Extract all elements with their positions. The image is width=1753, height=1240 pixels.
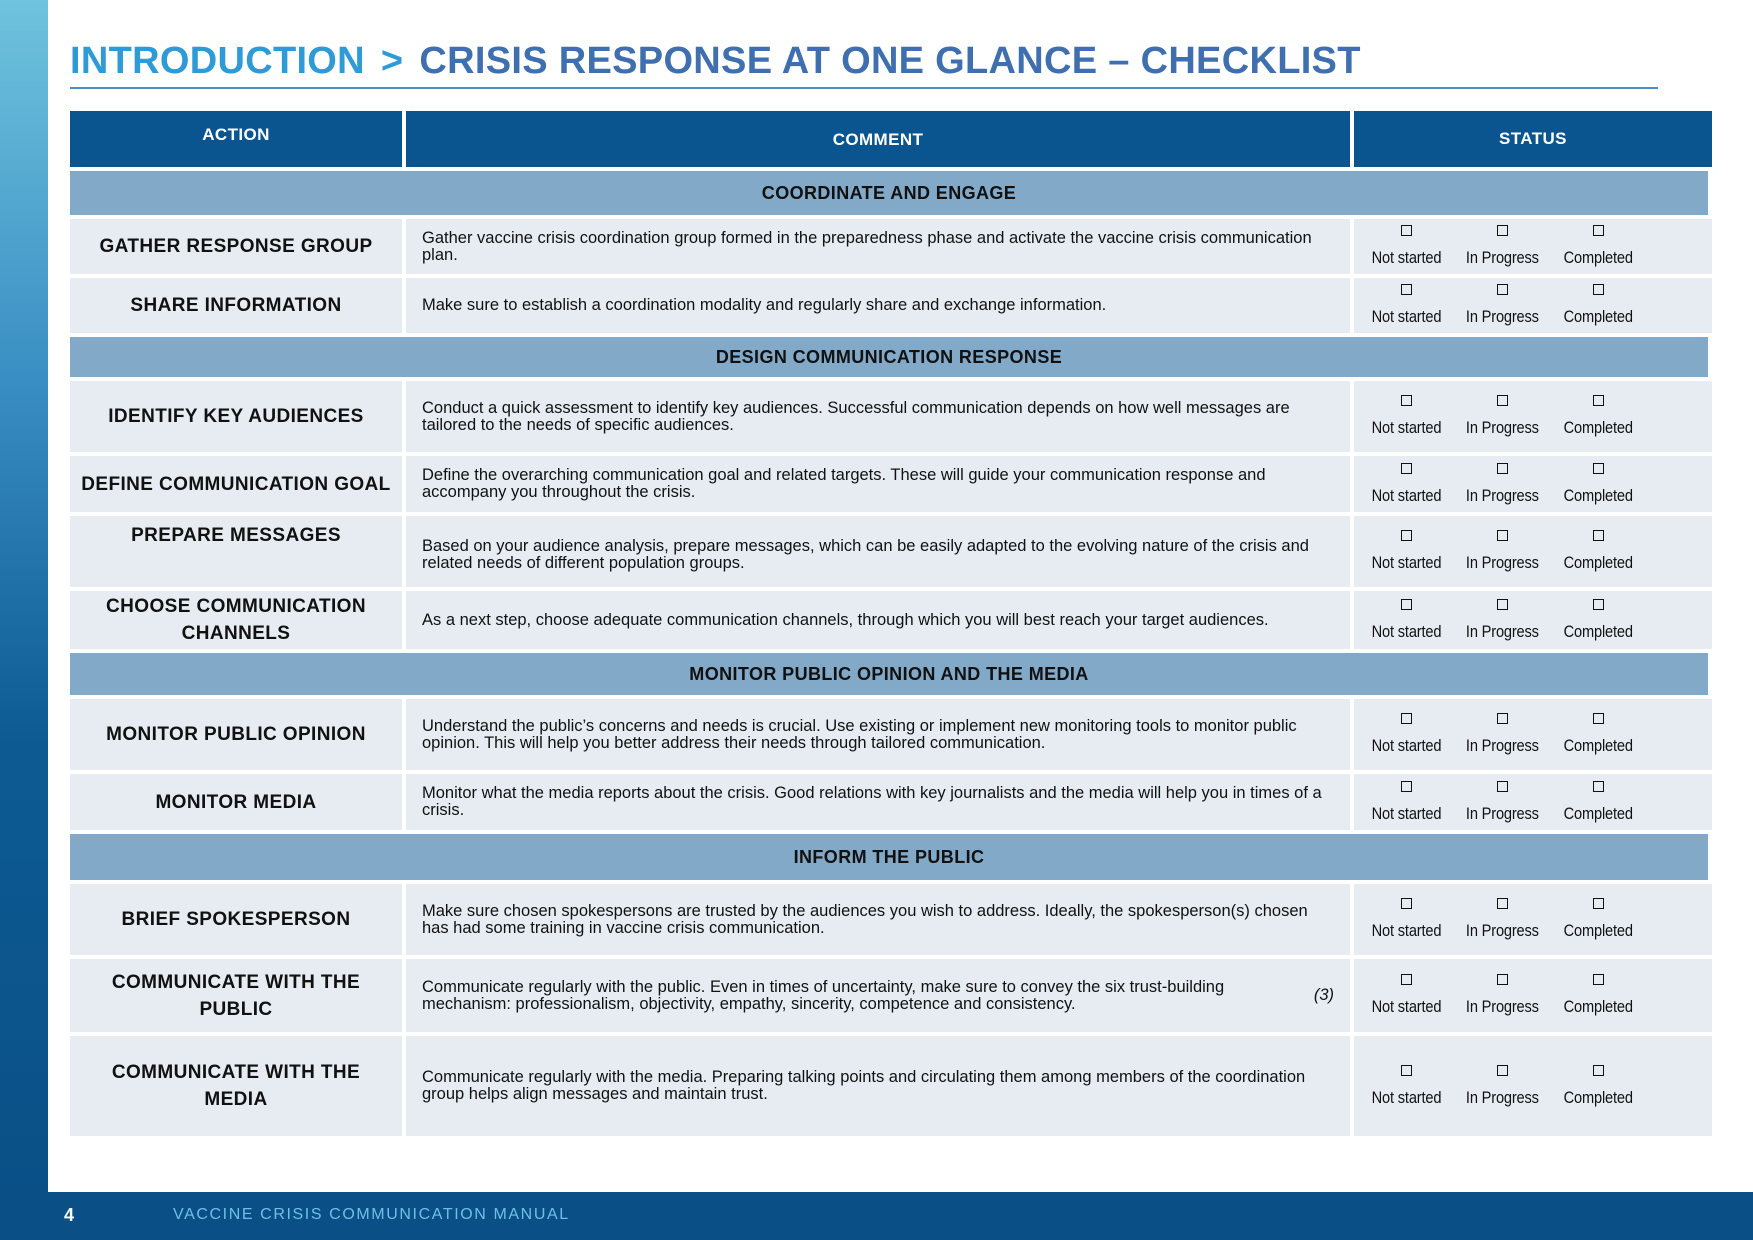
status-cell xyxy=(1354,278,1712,333)
status-option-label: Completed xyxy=(1563,1087,1633,1107)
action-cell: PREPARE MESSAGES xyxy=(70,516,402,587)
checkbox[interactable] xyxy=(1401,225,1412,236)
status-option[interactable] xyxy=(1552,599,1644,642)
checkbox[interactable] xyxy=(1497,225,1508,236)
status-option[interactable] xyxy=(1452,463,1552,506)
status-option-label: In Progress xyxy=(1465,307,1539,326)
status-cell xyxy=(1354,591,1712,649)
column-header-action: ACTION xyxy=(70,111,402,167)
status-option-label: Completed xyxy=(1563,553,1633,572)
section-header: COORDINATE AND ENGAGE xyxy=(70,171,1708,215)
status-option[interactable] xyxy=(1552,713,1644,756)
checkbox[interactable] xyxy=(1401,395,1412,406)
status-option-label: Not started xyxy=(1371,248,1441,267)
table-row xyxy=(70,884,1712,955)
checkbox[interactable] xyxy=(1401,599,1412,610)
status-option-label: In Progress xyxy=(1465,921,1539,940)
status-option[interactable] xyxy=(1360,530,1452,573)
status-option-label: In Progress xyxy=(1465,803,1539,823)
comment-cell xyxy=(406,884,1350,955)
table-row xyxy=(70,774,1712,830)
page-title xyxy=(70,40,1361,83)
checkbox[interactable] xyxy=(1593,898,1604,909)
status-option[interactable] xyxy=(1452,898,1552,941)
action-cell: IDENTIFY KEY AUDIENCES xyxy=(70,381,402,452)
comment-text: Gather vaccine crisis coordination group formed in the preparedness phase and activate the vaccine crisis communication plan. xyxy=(422,228,1312,264)
footer-manual-title: VACCINE CRISIS COMMUNICATION MANUAL xyxy=(173,1206,570,1223)
checkbox[interactable] xyxy=(1593,530,1604,541)
action-cell: BRIEF SPOKESPERSON xyxy=(70,884,402,955)
status-option[interactable] xyxy=(1552,395,1644,438)
footer-bar xyxy=(0,1192,1753,1240)
checkbox[interactable] xyxy=(1593,599,1604,610)
column-header-comment: COMMENT xyxy=(406,111,1350,167)
checkbox[interactable] xyxy=(1593,463,1604,474)
status-option-label: Completed xyxy=(1563,997,1633,1016)
comment-cell xyxy=(406,699,1350,770)
comment-cell xyxy=(406,456,1350,512)
status-option-label: Not started xyxy=(1371,307,1441,326)
status-cell xyxy=(1354,884,1712,955)
checkbox[interactable] xyxy=(1497,463,1508,474)
status-option-label: Completed xyxy=(1563,248,1633,267)
status-option[interactable] xyxy=(1452,395,1552,438)
checkbox[interactable] xyxy=(1593,284,1604,295)
action-cell: COMMUNICATE WITH THE MEDIA xyxy=(70,1036,402,1136)
status-option[interactable] xyxy=(1552,1065,1644,1108)
status-option[interactable] xyxy=(1360,225,1452,268)
action-cell: GATHER RESPONSE GROUP xyxy=(70,219,402,274)
checkbox[interactable] xyxy=(1593,713,1604,724)
status-option[interactable] xyxy=(1452,225,1552,268)
checkbox[interactable] xyxy=(1593,974,1604,985)
status-option[interactable] xyxy=(1360,463,1452,506)
table-row xyxy=(70,699,1712,770)
checkbox[interactable] xyxy=(1593,1065,1604,1076)
status-option-label: Completed xyxy=(1563,803,1633,823)
comment-cell xyxy=(406,381,1350,452)
status-option-label: In Progress xyxy=(1465,997,1539,1016)
table-row xyxy=(70,1036,1712,1136)
status-option-label: In Progress xyxy=(1465,553,1539,572)
page-number: 4 xyxy=(64,1205,75,1225)
checkbox[interactable] xyxy=(1497,530,1508,541)
status-option[interactable] xyxy=(1452,974,1552,1017)
checkbox[interactable] xyxy=(1497,974,1508,985)
status-option[interactable] xyxy=(1452,599,1552,642)
status-option-label: Not started xyxy=(1371,1087,1441,1107)
checkbox[interactable] xyxy=(1497,781,1508,792)
comment-text: Make sure chosen spokespersons are trusted by the audiences you wish to address. Ideally, the spokesperson(s) chosen has had some training in vaccine crisis communication. xyxy=(422,901,1308,937)
checkbox[interactable] xyxy=(1401,284,1412,295)
table-header-row xyxy=(70,111,1712,167)
status-cell xyxy=(1354,699,1712,770)
checkbox[interactable] xyxy=(1497,1065,1508,1076)
status-option-label: Completed xyxy=(1563,621,1633,641)
comment-cell xyxy=(406,516,1350,587)
status-option-label: In Progress xyxy=(1465,418,1539,437)
status-option-label: Not started xyxy=(1371,418,1441,437)
table-row xyxy=(70,516,1712,587)
action-cell: COMMUNICATE WITH THE PUBLIC xyxy=(70,959,402,1032)
table-body xyxy=(70,171,1712,1136)
status-option-label: In Progress xyxy=(1465,736,1539,755)
status-cell xyxy=(1354,1036,1712,1136)
page-title-text: CRISIS RESPONSE AT ONE GLANCE – CHECKLIST xyxy=(419,40,1361,82)
status-cell xyxy=(1354,219,1712,274)
comment-cell xyxy=(406,1036,1350,1136)
table-row xyxy=(70,591,1712,649)
column-header-status: STATUS xyxy=(1354,111,1712,167)
comment-cell xyxy=(406,591,1350,649)
comment-cell xyxy=(406,774,1350,830)
status-option-label: In Progress xyxy=(1465,248,1539,267)
status-option-label: Not started xyxy=(1371,736,1441,755)
status-option[interactable] xyxy=(1360,599,1452,642)
checkbox[interactable] xyxy=(1401,1065,1412,1076)
status-cell xyxy=(1354,381,1712,452)
breadcrumb-introduction[interactable]: INTRODUCTION xyxy=(70,40,365,82)
status-option[interactable] xyxy=(1552,530,1644,573)
status-option-label: Not started xyxy=(1371,553,1441,572)
status-option[interactable] xyxy=(1552,284,1644,327)
status-option[interactable] xyxy=(1360,898,1452,941)
status-option-label: Not started xyxy=(1371,921,1441,940)
checkbox[interactable] xyxy=(1401,530,1412,541)
checkbox[interactable] xyxy=(1497,395,1508,406)
checkbox[interactable] xyxy=(1593,395,1604,406)
status-option-label: Completed xyxy=(1563,307,1633,326)
breadcrumb-separator: > xyxy=(380,40,404,82)
comment-text: Monitor what the media reports about the crisis. Good relations with key journalists and the media will help you in times of a crisis. xyxy=(422,784,1322,819)
checkbox[interactable] xyxy=(1593,225,1604,236)
status-option-label: In Progress xyxy=(1465,621,1539,641)
section-header: DESIGN COMMUNICATION RESPONSE xyxy=(70,337,1708,377)
status-option-label: Not started xyxy=(1371,485,1441,505)
checklist-table xyxy=(70,111,1712,1140)
status-option[interactable] xyxy=(1360,1065,1452,1108)
status-option-label: Not started xyxy=(1371,803,1441,823)
status-option[interactable] xyxy=(1552,781,1644,824)
status-option[interactable] xyxy=(1552,225,1644,268)
status-cell xyxy=(1354,456,1712,512)
comment-text: Make sure to establish a coordination modality and regularly share and exchange information. xyxy=(422,296,1107,314)
status-option-label: Completed xyxy=(1563,736,1633,755)
status-option[interactable] xyxy=(1452,713,1552,756)
status-option-label: Completed xyxy=(1563,485,1633,505)
comment-text: Define the overarching communication goal and related targets. These will guide your communication response and accompany you throughout the crisis. xyxy=(422,466,1266,501)
checkbox[interactable] xyxy=(1593,781,1604,792)
status-cell xyxy=(1354,516,1712,587)
status-option[interactable] xyxy=(1452,781,1552,824)
status-option[interactable] xyxy=(1360,395,1452,438)
comment-text: Communicate regularly with the public. Even in times of uncertainty, make sure to convey the six trust-building mechanism: professionalism, objectivity, empathy, sincerity, competence and consistency. xyxy=(422,977,1225,1013)
status-option-label: In Progress xyxy=(1465,1087,1539,1107)
checkbox[interactable] xyxy=(1401,898,1412,909)
checkbox[interactable] xyxy=(1401,781,1412,792)
status-option-label: Not started xyxy=(1371,997,1441,1016)
title-underline xyxy=(70,87,1658,89)
comment-text: As a next step, choose adequate communication channels, through which you will best reach your target audiences. xyxy=(422,610,1269,629)
checkbox[interactable] xyxy=(1497,713,1508,724)
table-row xyxy=(70,381,1712,452)
comment-text: Understand the public’s concerns and needs is crucial. Use existing or implement new monitoring tools to monitor public opinion. This will help you better address their needs through tailored communication. xyxy=(422,716,1297,752)
table-row xyxy=(70,278,1712,333)
table-row xyxy=(70,456,1712,512)
status-option[interactable] xyxy=(1360,713,1452,756)
section-header: INFORM THE PUBLIC xyxy=(70,834,1708,880)
status-option[interactable] xyxy=(1552,898,1644,941)
status-option[interactable] xyxy=(1360,284,1452,327)
checkbox[interactable] xyxy=(1401,974,1412,985)
status-option-label: Completed xyxy=(1563,921,1633,940)
comment-cell xyxy=(406,959,1350,1032)
checkbox[interactable] xyxy=(1401,463,1412,474)
status-option[interactable] xyxy=(1552,463,1644,506)
table-row xyxy=(70,219,1712,274)
status-option[interactable] xyxy=(1360,781,1452,824)
checkbox[interactable] xyxy=(1497,599,1508,610)
status-option[interactable] xyxy=(1552,974,1644,1017)
status-option-label: Not started xyxy=(1371,621,1441,641)
action-cell: CHOOSE COMMUNICATION CHANNELS xyxy=(70,591,402,649)
status-option[interactable] xyxy=(1360,974,1452,1017)
comment-cell xyxy=(406,219,1350,274)
section-header: MONITOR PUBLIC OPINION AND THE MEDIA xyxy=(70,653,1708,695)
status-option[interactable] xyxy=(1452,1065,1552,1108)
comment-reference: (3) xyxy=(1313,986,1334,1004)
comment-text: Communicate regularly with the media. Preparing talking points and circulating them among members of the coordination group helps align messages and maintain trust. xyxy=(422,1068,1306,1103)
action-cell: MONITOR PUBLIC OPINION xyxy=(70,699,402,770)
checkbox[interactable] xyxy=(1497,898,1508,909)
action-cell: DEFINE COMMUNICATION GOAL xyxy=(70,456,402,512)
side-gradient-bar xyxy=(0,0,48,1240)
comment-text: Conduct a quick assessment to identify key audiences. Successful communication depends on how well messages are tailored to the needs of specific audiences. xyxy=(422,398,1290,434)
status-cell xyxy=(1354,959,1712,1032)
status-option-label: Completed xyxy=(1563,418,1633,437)
action-cell: SHARE INFORMATION xyxy=(70,278,402,333)
checkbox[interactable] xyxy=(1401,713,1412,724)
status-option-label: In Progress xyxy=(1465,485,1539,505)
table-row xyxy=(70,959,1712,1032)
comment-cell xyxy=(406,278,1350,333)
action-cell: MONITOR MEDIA xyxy=(70,774,402,830)
status-cell xyxy=(1354,774,1712,830)
status-option[interactable] xyxy=(1452,284,1552,327)
checkbox[interactable] xyxy=(1497,284,1508,295)
status-option[interactable] xyxy=(1452,530,1552,573)
comment-text: Based on your audience analysis, prepare messages, which can be easily adapted to the evolving nature of the crisis and related needs of different population groups. xyxy=(422,537,1309,572)
